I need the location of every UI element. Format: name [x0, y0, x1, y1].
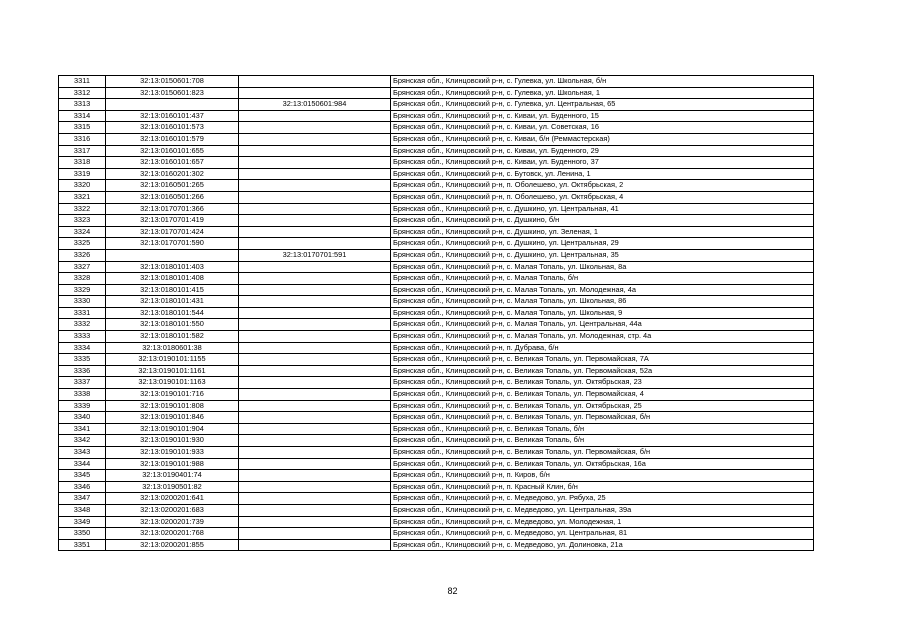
row-number-cell: 3336 — [59, 365, 106, 377]
address-cell: Брянская обл., Клинцовский р-н, с. Киваи, ул. Буденного, 37 — [391, 157, 814, 169]
row-number-cell: 3315 — [59, 122, 106, 134]
page-number: 82 — [447, 586, 458, 596]
row-number-cell: 3317 — [59, 145, 106, 157]
table-row — [59, 203, 814, 215]
address-cell: Брянская обл., Клинцовский р-н, с. Великая Топаль, ул. Первомайская, 52а — [391, 365, 814, 377]
cadastral-number-cell: 32:13:0190101:846 — [106, 412, 239, 424]
address-cell: Брянская обл., Клинцовский р-н, с. Малая Топаль, ул. Школьная, 86 — [391, 296, 814, 308]
row-number-cell: 3326 — [59, 249, 106, 261]
address-cell: Брянская обл., Клинцовский р-н, с. Киваи, ул. Буденного, 15 — [391, 110, 814, 122]
row-number-cell: 3331 — [59, 307, 106, 319]
address-cell: Брянская обл., Клинцовский р-н, с. Великая Топаль, ул. Первомайская, 4 — [391, 389, 814, 401]
cadastral-number-cell: 32:13:0160101:579 — [106, 133, 239, 145]
table-row — [59, 87, 814, 99]
cadastral-number-alt-cell — [239, 447, 391, 459]
table-row — [59, 133, 814, 145]
cadastral-number-cell: 32:13:0190401:74 — [106, 470, 239, 482]
table-row — [59, 365, 814, 377]
row-number-cell: 3346 — [59, 481, 106, 493]
row-number-cell: 3314 — [59, 110, 106, 122]
cadastral-number-cell: 32:13:0180101:550 — [106, 319, 239, 331]
row-number-cell: 3335 — [59, 354, 106, 366]
address-cell: Брянская обл., Клинцовский р-н, с. Гулевка, ул. Школьная, б/н — [391, 76, 814, 88]
row-number-cell: 3333 — [59, 331, 106, 343]
cadastral-number-alt-cell — [239, 296, 391, 308]
row-number-cell: 3339 — [59, 400, 106, 412]
row-number-cell: 3343 — [59, 447, 106, 459]
row-number-cell: 3324 — [59, 226, 106, 238]
cadastral-number-cell: 32:13:0190101:716 — [106, 389, 239, 401]
row-number-cell: 3337 — [59, 377, 106, 389]
address-cell: Брянская обл., Клинцовский р-н, с. Малая Топаль, ул. Школьная, 8а — [391, 261, 814, 273]
cadastral-number-alt-cell — [239, 516, 391, 528]
table-row — [59, 249, 814, 261]
cadastral-number-alt-cell — [239, 319, 391, 331]
address-cell: Брянская обл., Клинцовский р-н, с. Великая Топаль, ул. Первомайская, б/н — [391, 447, 814, 459]
address-cell: Брянская обл., Клинцовский р-н, с. Малая Топаль, б/н — [391, 273, 814, 285]
table-row — [59, 516, 814, 528]
row-number-cell: 3318 — [59, 157, 106, 169]
cadastral-number-cell: 32:13:0190101:930 — [106, 435, 239, 447]
cadastral-number-alt-cell — [239, 191, 391, 203]
address-cell: Брянская обл., Клинцовский р-н, с. Великая Топаль, ул. Октябрьская, 16а — [391, 458, 814, 470]
row-number-cell: 3322 — [59, 203, 106, 215]
address-cell: Брянская обл., Клинцовский р-н, с. Медведово, ул. Центральная, 81 — [391, 528, 814, 540]
address-cell: Брянская обл., Клинцовский р-н, с. Киваи, б/н (Реммастерская) — [391, 133, 814, 145]
cadastral-number-alt-cell — [239, 389, 391, 401]
table-row — [59, 470, 814, 482]
address-cell: Брянская обл., Клинцовский р-н, с. Медведово, ул. Центральная, 39а — [391, 504, 814, 516]
address-cell: Брянская обл., Клинцовский р-н, с. Великая Топаль, ул. Первомайская, 7А — [391, 354, 814, 366]
address-cell: Брянская обл., Клинцовский р-н, с. Медведово, ул. Молодежная, 1 — [391, 516, 814, 528]
cadastral-number-cell: 32:13:0200201:739 — [106, 516, 239, 528]
address-cell: Брянская обл., Клинцовский р-н, с. Медведово, ул. Долиновка, 21а — [391, 539, 814, 551]
cadastral-number-cell: 32:13:0190101:1163 — [106, 377, 239, 389]
table-row — [59, 319, 814, 331]
address-cell: Брянская обл., Клинцовский р-н, с. Малая Топаль, ул. Школьная, 9 — [391, 307, 814, 319]
address-cell: Брянская обл., Клинцовский р-н, с. Бутовск, ул. Ленина, 1 — [391, 168, 814, 180]
address-cell: Брянская обл., Клинцовский р-н, с. Великая Топаль, ул. Октябрьская, 23 — [391, 377, 814, 389]
address-cell: Брянская обл., Клинцовский р-н, с. Киваи, ул. Буденного, 29 — [391, 145, 814, 157]
cadastral-number-cell: 32:13:0180101:408 — [106, 273, 239, 285]
cadastral-number-alt-cell — [239, 168, 391, 180]
cadastral-number-alt-cell — [239, 412, 391, 424]
address-cell: Брянская обл., Клинцовский р-н, п. Оболешево, ул. Октябрьская, 4 — [391, 191, 814, 203]
address-cell: Брянская обл., Клинцовский р-н, с. Великая Топаль, б/н — [391, 423, 814, 435]
address-cell: Брянская обл., Клинцовский р-н, с. Киваи, ул. Советская, 16 — [391, 122, 814, 134]
address-cell: Брянская обл., Клинцовский р-н, п. Дубрава, б/н — [391, 342, 814, 354]
cadastral-number-alt-cell — [239, 238, 391, 250]
registry-table-body — [59, 76, 814, 551]
cadastral-number-cell: 32:13:0150601:708 — [106, 76, 239, 88]
cadastral-number-cell: 32:13:0170701:590 — [106, 238, 239, 250]
cadastral-number-cell: 32:13:0160201:302 — [106, 168, 239, 180]
row-number-cell: 3312 — [59, 87, 106, 99]
row-number-cell: 3332 — [59, 319, 106, 331]
table-row — [59, 307, 814, 319]
row-number-cell: 3320 — [59, 180, 106, 192]
cadastral-number-alt-cell — [239, 504, 391, 516]
cadastral-number-cell: 32:13:0160101:657 — [106, 157, 239, 169]
table-row — [59, 389, 814, 401]
address-cell: Брянская обл., Клинцовский р-н, с. Гулевка, ул. Школьная, 1 — [391, 87, 814, 99]
cadastral-number-cell: 32:13:0200201:683 — [106, 504, 239, 516]
cadastral-number-cell: 32:13:0150601:823 — [106, 87, 239, 99]
cadastral-number-cell: 32:13:0190501:82 — [106, 481, 239, 493]
cadastral-number-cell: 32:13:0190101:904 — [106, 423, 239, 435]
table-row — [59, 145, 814, 157]
address-cell: Брянская обл., Клинцовский р-н, п. Оболешево, ул. Октябрьская, 2 — [391, 180, 814, 192]
table-row — [59, 76, 814, 88]
cadastral-number-alt-cell — [239, 307, 391, 319]
table-row — [59, 354, 814, 366]
address-cell: Брянская обл., Клинцовский р-н, с. Малая Топаль, ул. Молодежная, 4а — [391, 284, 814, 296]
cadastral-number-cell: 32:13:0200201:641 — [106, 493, 239, 505]
cadastral-number-cell: 32:13:0200201:768 — [106, 528, 239, 540]
table-row — [59, 377, 814, 389]
address-cell: Брянская обл., Клинцовский р-н, с. Душкино, ул. Центральная, 41 — [391, 203, 814, 215]
cadastral-number-alt-cell — [239, 87, 391, 99]
cadastral-number-alt-cell: 32:13:0150601:984 — [239, 99, 391, 111]
table-row — [59, 342, 814, 354]
cadastral-number-alt-cell — [239, 122, 391, 134]
cadastral-number-cell: 32:13:0180601:38 — [106, 342, 239, 354]
cadastral-number-alt-cell — [239, 539, 391, 551]
table-row — [59, 504, 814, 516]
row-number-cell: 3340 — [59, 412, 106, 424]
cadastral-number-alt-cell — [239, 528, 391, 540]
row-number-cell: 3328 — [59, 273, 106, 285]
cadastral-number-alt-cell — [239, 273, 391, 285]
cadastral-number-alt-cell — [239, 365, 391, 377]
table-row — [59, 539, 814, 551]
row-number-cell: 3323 — [59, 215, 106, 227]
row-number-cell: 3348 — [59, 504, 106, 516]
cadastral-number-alt-cell — [239, 110, 391, 122]
cadastral-number-alt-cell — [239, 354, 391, 366]
row-number-cell: 3347 — [59, 493, 106, 505]
table-row — [59, 528, 814, 540]
cadastral-number-alt-cell — [239, 493, 391, 505]
cadastral-number-cell: 32:13:0180101:544 — [106, 307, 239, 319]
row-number-cell: 3342 — [59, 435, 106, 447]
address-cell: Брянская обл., Клинцовский р-н, п. Киров, б/н — [391, 470, 814, 482]
cadastral-number-cell: 32:13:0160101:573 — [106, 122, 239, 134]
cadastral-number-cell — [106, 99, 239, 111]
row-number-cell: 3338 — [59, 389, 106, 401]
table-row — [59, 110, 814, 122]
cadastral-number-alt-cell — [239, 400, 391, 412]
table-row — [59, 447, 814, 459]
cadastral-number-cell: 32:13:0160101:655 — [106, 145, 239, 157]
row-number-cell: 3345 — [59, 470, 106, 482]
row-number-cell: 3319 — [59, 168, 106, 180]
row-number-cell: 3313 — [59, 99, 106, 111]
address-cell: Брянская обл., Клинцовский р-н, с. Душкино, б/н — [391, 215, 814, 227]
cadastral-number-cell: 32:13:0160101:437 — [106, 110, 239, 122]
table-row — [59, 284, 814, 296]
cadastral-number-cell: 32:13:0160501:265 — [106, 180, 239, 192]
cadastral-number-alt-cell — [239, 342, 391, 354]
table-row — [59, 423, 814, 435]
address-cell: Брянская обл., Клинцовский р-н, п. Красный Клин, б/н — [391, 481, 814, 493]
address-cell: Брянская обл., Клинцовский р-н, с. Гулевка, ул. Центральная, 65 — [391, 99, 814, 111]
cadastral-number-cell: 32:13:0180101:582 — [106, 331, 239, 343]
cadastral-number-alt-cell — [239, 76, 391, 88]
address-cell: Брянская обл., Клинцовский р-н, с. Душкино, ул. Центральная, 29 — [391, 238, 814, 250]
row-number-cell: 3330 — [59, 296, 106, 308]
row-number-cell: 3349 — [59, 516, 106, 528]
table-row — [59, 435, 814, 447]
cadastral-number-alt-cell — [239, 215, 391, 227]
table-row — [59, 458, 814, 470]
cadastral-number-alt-cell — [239, 157, 391, 169]
cadastral-number-cell: 32:13:0190101:808 — [106, 400, 239, 412]
table-row — [59, 215, 814, 227]
address-cell: Брянская обл., Клинцовский р-н, с. Великая Топаль, б/н — [391, 435, 814, 447]
cadastral-number-cell: 32:13:0170701:366 — [106, 203, 239, 215]
table-row — [59, 400, 814, 412]
table-row — [59, 122, 814, 134]
row-number-cell: 3334 — [59, 342, 106, 354]
cadastral-number-alt-cell — [239, 458, 391, 470]
cadastral-number-cell: 32:13:0190101:933 — [106, 447, 239, 459]
table-row — [59, 99, 814, 111]
cadastral-number-cell: 32:13:0180101:431 — [106, 296, 239, 308]
cadastral-number-alt-cell — [239, 203, 391, 215]
row-number-cell: 3325 — [59, 238, 106, 250]
address-cell: Брянская обл., Клинцовский р-н, с. Великая Топаль, ул. Октябрьская, 25 — [391, 400, 814, 412]
table-row — [59, 157, 814, 169]
table-row — [59, 273, 814, 285]
cadastral-number-alt-cell — [239, 145, 391, 157]
cadastral-number-alt-cell — [239, 180, 391, 192]
cadastral-number-alt-cell — [239, 470, 391, 482]
cadastral-number-alt-cell — [239, 331, 391, 343]
cadastral-number-cell: 32:13:0170701:419 — [106, 215, 239, 227]
address-cell: Брянская обл., Клинцовский р-н, с. Душкино, ул. Зеленая, 1 — [391, 226, 814, 238]
table-row — [59, 481, 814, 493]
cadastral-number-cell: 32:13:0190101:1155 — [106, 354, 239, 366]
cadastral-number-cell: 32:13:0190101:988 — [106, 458, 239, 470]
cadastral-number-alt-cell — [239, 284, 391, 296]
table-row — [59, 180, 814, 192]
registry-table — [58, 75, 814, 551]
cadastral-number-cell: 32:13:0160501:266 — [106, 191, 239, 203]
row-number-cell: 3316 — [59, 133, 106, 145]
cadastral-number-alt-cell — [239, 133, 391, 145]
cadastral-number-alt-cell — [239, 226, 391, 238]
table-row — [59, 296, 814, 308]
cadastral-number-alt-cell: 32:13:0170701:591 — [239, 249, 391, 261]
table-row — [59, 331, 814, 343]
address-cell: Брянская обл., Клинцовский р-н, с. Великая Топаль, ул. Первомайская, б/н — [391, 412, 814, 424]
address-cell: Брянская обл., Клинцовский р-н, с. Малая Топаль, ул. Молодежная, стр. 4а — [391, 331, 814, 343]
cadastral-number-cell: 32:13:0180101:415 — [106, 284, 239, 296]
cadastral-number-alt-cell — [239, 481, 391, 493]
table-row — [59, 168, 814, 180]
cadastral-number-alt-cell — [239, 435, 391, 447]
cadastral-number-cell: 32:13:0170701:424 — [106, 226, 239, 238]
table-row — [59, 412, 814, 424]
row-number-cell: 3311 — [59, 76, 106, 88]
address-cell: Брянская обл., Клинцовский р-н, с. Медведово, ул. Рябуха, 25 — [391, 493, 814, 505]
row-number-cell: 3351 — [59, 539, 106, 551]
table-row — [59, 261, 814, 273]
address-cell: Брянская обл., Клинцовский р-н, с. Малая Топаль, ул. Центральная, 44а — [391, 319, 814, 331]
cadastral-number-cell: 32:13:0180101:403 — [106, 261, 239, 273]
cadastral-number-cell — [106, 249, 239, 261]
cadastral-number-cell: 32:13:0190101:1161 — [106, 365, 239, 377]
row-number-cell: 3321 — [59, 191, 106, 203]
cadastral-number-cell: 32:13:0200201:855 — [106, 539, 239, 551]
row-number-cell: 3350 — [59, 528, 106, 540]
table-row — [59, 226, 814, 238]
row-number-cell: 3329 — [59, 284, 106, 296]
address-cell: Брянская обл., Клинцовский р-н, с. Душкино, ул. Центральная, 35 — [391, 249, 814, 261]
row-number-cell: 3341 — [59, 423, 106, 435]
table-row — [59, 493, 814, 505]
cadastral-number-alt-cell — [239, 377, 391, 389]
table-row — [59, 238, 814, 250]
cadastral-number-alt-cell — [239, 423, 391, 435]
row-number-cell: 3344 — [59, 458, 106, 470]
row-number-cell: 3327 — [59, 261, 106, 273]
cadastral-number-alt-cell — [239, 261, 391, 273]
table-row — [59, 191, 814, 203]
